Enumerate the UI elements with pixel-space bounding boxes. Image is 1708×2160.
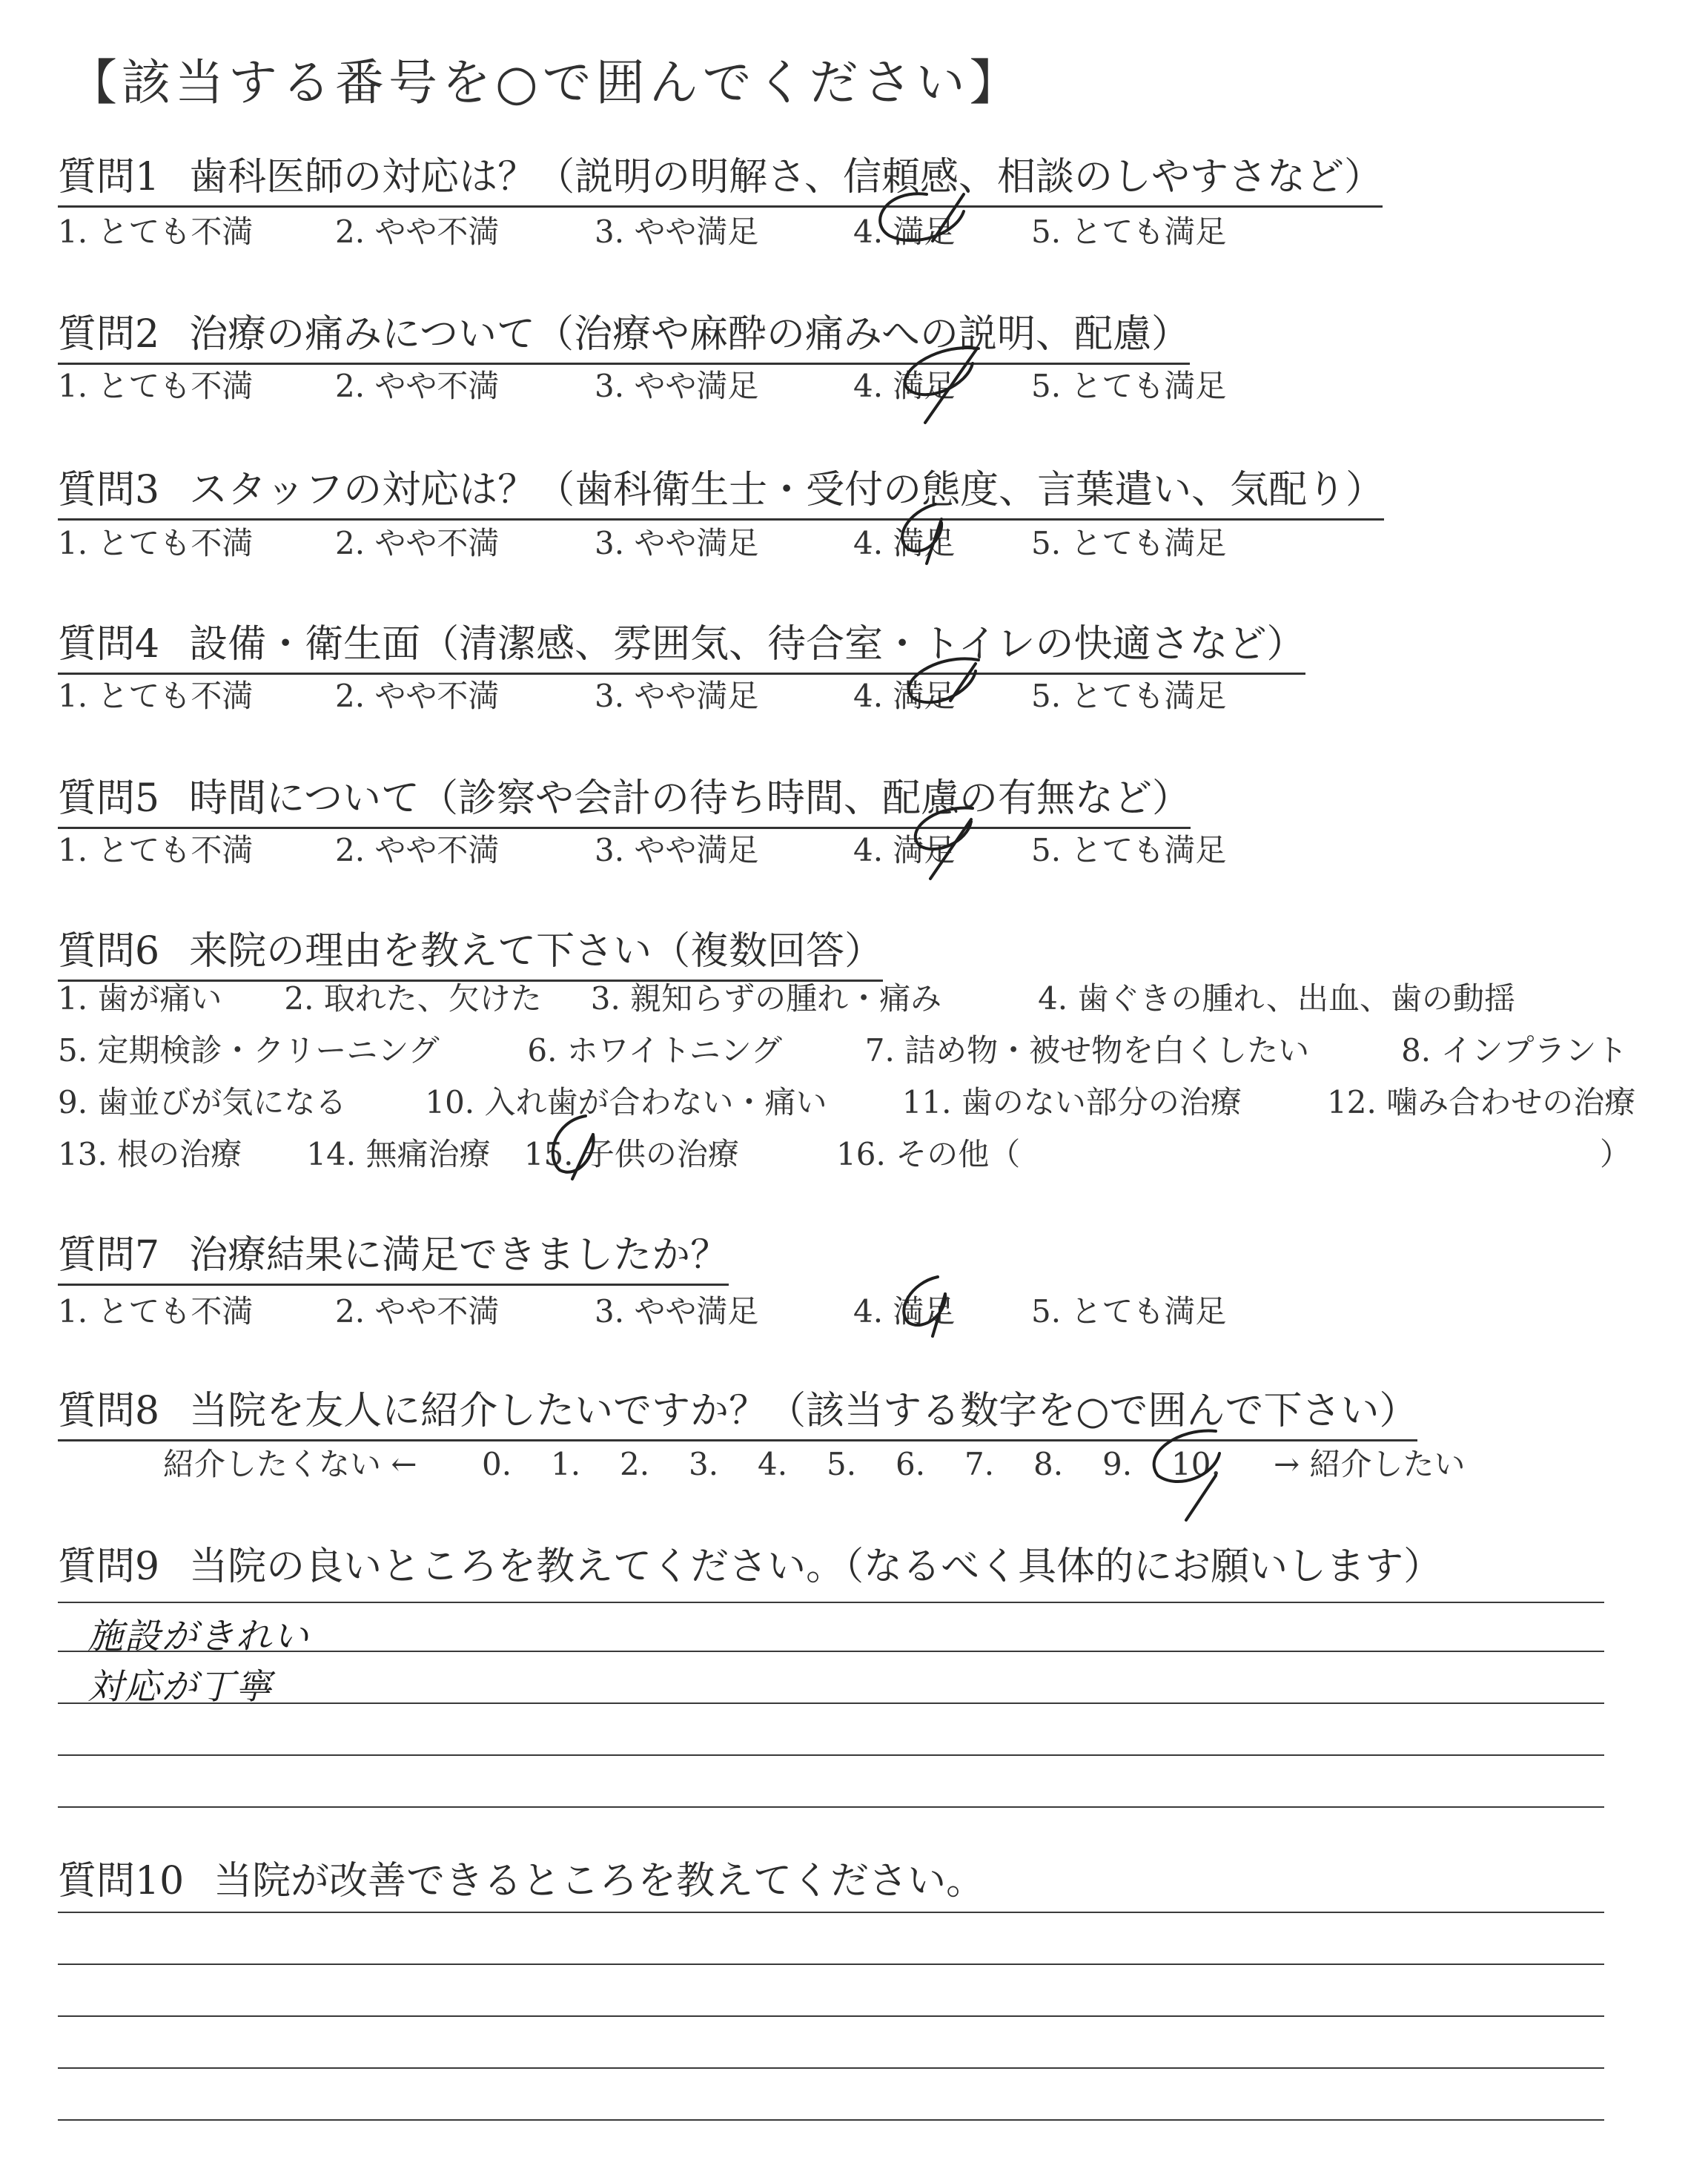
- question-10-text: 当院が改善できるところを教えてください。: [214, 1859, 985, 1903]
- recommend-2[interactable]: 2.: [620, 1446, 650, 1482]
- recommend-scale: [163, 1440, 1466, 1484]
- question-5-heading: [58, 767, 1191, 829]
- reason-16-close-paren: ）: [1600, 1136, 1632, 1172]
- q5-choice-3[interactable]: 3. やや満足: [595, 832, 759, 868]
- q4-choice-1[interactable]: 1. とても不満: [58, 678, 254, 714]
- question-7-number: 質問7: [58, 1233, 160, 1278]
- question-9-heading: [58, 1535, 1442, 1595]
- recommend-5[interactable]: 5.: [827, 1446, 857, 1482]
- question-2-number: 質問2: [58, 312, 160, 357]
- q2-choice-1[interactable]: 1. とても不満: [58, 368, 254, 404]
- q9-answer-line-5: [58, 1806, 1604, 1808]
- question-4-text: 設備・衛生面（清潔感、雰囲気、待合室・トイレの快適さなど）: [189, 622, 1305, 667]
- q3-choice-2[interactable]: 2. やや不満: [335, 525, 500, 561]
- question-2-text: 治療の痛みについて（治療や麻酔の痛みへの説明、配慮）: [189, 312, 1191, 357]
- q2-choice-3[interactable]: 3. やや満足: [595, 368, 759, 404]
- q1-choice-4[interactable]: 4. 満足: [853, 214, 956, 250]
- q9-handwritten-answer-2[interactable]: 対応が丁寧: [87, 1666, 274, 1708]
- question-4-number: 質問4: [58, 622, 160, 667]
- recommend-10[interactable]: 10.: [1171, 1446, 1221, 1482]
- q4-choice-4[interactable]: 4. 満足: [853, 678, 956, 714]
- question-3-number: 質問3: [58, 468, 160, 512]
- question-5-text: 時間について（診察や会計の待ち時間、配慮の有無など）: [189, 776, 1191, 821]
- reason-16[interactable]: 16. その他（: [836, 1136, 1021, 1172]
- q7-choice-3[interactable]: 3. やや満足: [595, 1293, 759, 1330]
- question-10-heading: [58, 1849, 984, 1909]
- question-1-number: 質問1: [58, 155, 160, 199]
- question-7-heading: [58, 1223, 729, 1286]
- reason-14[interactable]: 14. 無痛治療: [306, 1136, 491, 1172]
- recommend-4[interactable]: 4.: [758, 1446, 788, 1482]
- q5-choice-4[interactable]: 4. 満足: [853, 832, 956, 868]
- q1-choice-2[interactable]: 2. やや不満: [335, 214, 500, 250]
- question-1-choices: [58, 208, 1259, 252]
- recommend-3[interactable]: 3.: [689, 1446, 719, 1482]
- reason-row-1: [58, 974, 1515, 1019]
- q2-choice-4[interactable]: 4. 満足: [853, 368, 956, 404]
- question-8-text: 当院を友人に紹介したいですか？（該当する数字を○で囲んで下さい）: [189, 1389, 1418, 1433]
- page-title: 【該当する番号を○で囲んでください】: [68, 54, 1023, 111]
- reason-9[interactable]: 9. 歯並びが気になる: [58, 1084, 347, 1120]
- q9-answer-line-3: [58, 1702, 1604, 1704]
- q9-answer-line-1: [58, 1602, 1604, 1603]
- question-6-heading: [58, 919, 883, 982]
- question-6-text: 来院の理由を教えて下さい（複数回答）: [189, 929, 884, 974]
- reason-5[interactable]: 5. 定期検診・クリーニング: [58, 1032, 440, 1069]
- question-5-choices: [58, 826, 1259, 871]
- question-5-number: 質問5: [58, 776, 160, 821]
- recommend-8[interactable]: 8.: [1033, 1446, 1064, 1482]
- reason-10[interactable]: 10. 入れ歯が合わない・痛い: [425, 1084, 827, 1120]
- reason-4[interactable]: 4. 歯ぐきの腫れ、出血、歯の動揺: [1038, 980, 1516, 1017]
- question-10-number: 質問10: [58, 1859, 185, 1903]
- q5-choice-1[interactable]: 1. とても不満: [58, 832, 254, 868]
- q10-answer-line-5: [58, 2119, 1604, 2121]
- q5-choice-2[interactable]: 2. やや不満: [335, 832, 500, 868]
- q9-handwritten-answer-1[interactable]: 施設がきれい: [87, 1616, 311, 1657]
- q10-answer-line-1: [58, 1912, 1604, 1913]
- question-9-number: 質問9: [58, 1545, 160, 1589]
- recommend-7[interactable]: 7.: [964, 1446, 995, 1482]
- question-4-choices: [58, 672, 1259, 716]
- question-2-heading: [58, 303, 1190, 365]
- q10-answer-line-3: [58, 2015, 1604, 2017]
- q1-choice-5[interactable]: 5. とても満足: [1031, 214, 1227, 250]
- reason-6[interactable]: 6. ホワイトニング: [527, 1032, 783, 1069]
- question-4-heading: [58, 612, 1305, 675]
- reason-row-4: [58, 1130, 1020, 1175]
- q3-choice-1[interactable]: 1. とても不満: [58, 525, 254, 561]
- reason-row-3: [58, 1078, 1635, 1123]
- recommend-low-label: 紹介したくない ←: [163, 1446, 417, 1482]
- reason-8[interactable]: 8. インプラント: [1401, 1032, 1628, 1069]
- q7-choice-2[interactable]: 2. やや不満: [335, 1293, 500, 1330]
- question-9-text: 当院の良いところを教えてください。（なるべく具体的にお願いします）: [189, 1545, 1443, 1589]
- q7-choice-4[interactable]: 4. 満足: [853, 1293, 956, 1330]
- question-7-choices: [58, 1287, 1259, 1332]
- question-8-heading: [58, 1379, 1417, 1441]
- recommend-1[interactable]: 1.: [551, 1446, 581, 1482]
- reason-13[interactable]: 13. 根の治療: [58, 1136, 242, 1172]
- reason-15[interactable]: 15. 子供の治療: [523, 1136, 739, 1172]
- q7-choice-5[interactable]: 5. とても満足: [1031, 1293, 1227, 1330]
- question-3-choices: [58, 519, 1259, 564]
- q1-choice-1[interactable]: 1. とても不満: [58, 214, 254, 250]
- question-3-text: スタッフの対応は？（歯科衛生士・受付の態度、言葉遣い、気配り）: [189, 468, 1385, 512]
- question-6-number: 質問6: [58, 929, 160, 974]
- reason-2[interactable]: 2. 取れた、欠けた: [284, 980, 542, 1017]
- reason-1[interactable]: 1. 歯が痛い: [58, 980, 222, 1017]
- q2-choice-2[interactable]: 2. やや不満: [335, 368, 500, 404]
- q4-choice-3[interactable]: 3. やや満足: [595, 678, 759, 714]
- reason-11[interactable]: 11. 歯のない部分の治療: [901, 1084, 1242, 1120]
- q5-choice-5[interactable]: 5. とても満足: [1031, 832, 1227, 868]
- q3-choice-3[interactable]: 3. やや満足: [595, 525, 759, 561]
- recommend-high-label: → 紹介したい: [1274, 1446, 1466, 1482]
- q7-choice-1[interactable]: 1. とても不満: [58, 1293, 254, 1330]
- question-1-heading: [58, 145, 1383, 208]
- question-1-text: 歯科医師の対応は？（説明の明解さ、信頼感、相談のしやすさなど）: [189, 155, 1383, 199]
- question-2-choices: [58, 362, 1259, 406]
- recommend-0[interactable]: 0.: [482, 1446, 512, 1482]
- reason-7[interactable]: 7. 詰め物・被せ物を白くしたい: [864, 1032, 1310, 1069]
- q4-choice-2[interactable]: 2. やや不満: [335, 678, 500, 714]
- q10-answer-line-2: [58, 1964, 1604, 1965]
- q1-choice-3[interactable]: 3. やや満足: [595, 214, 759, 250]
- recommend-6[interactable]: 6.: [896, 1446, 926, 1482]
- q10-answer-line-4: [58, 2067, 1604, 2069]
- q3-choice-4[interactable]: 4. 満足: [853, 525, 956, 561]
- reason-row-2: [58, 1026, 1628, 1071]
- question-3-heading: [58, 458, 1384, 521]
- q2-choice-5[interactable]: 5. とても満足: [1031, 368, 1227, 404]
- reason-3[interactable]: 3. 親知らずの腫れ・痛み: [590, 980, 942, 1017]
- question-8-number: 質問8: [58, 1389, 160, 1433]
- recommend-9[interactable]: 9.: [1102, 1446, 1133, 1482]
- question-7-text: 治療結果に満足できましたか？: [189, 1233, 729, 1278]
- q4-choice-5[interactable]: 5. とても満足: [1031, 678, 1227, 714]
- q3-choice-5[interactable]: 5. とても満足: [1031, 525, 1227, 561]
- reason-12[interactable]: 12. 噛み合わせの治療: [1327, 1084, 1636, 1120]
- q9-answer-line-4: [58, 1754, 1604, 1756]
